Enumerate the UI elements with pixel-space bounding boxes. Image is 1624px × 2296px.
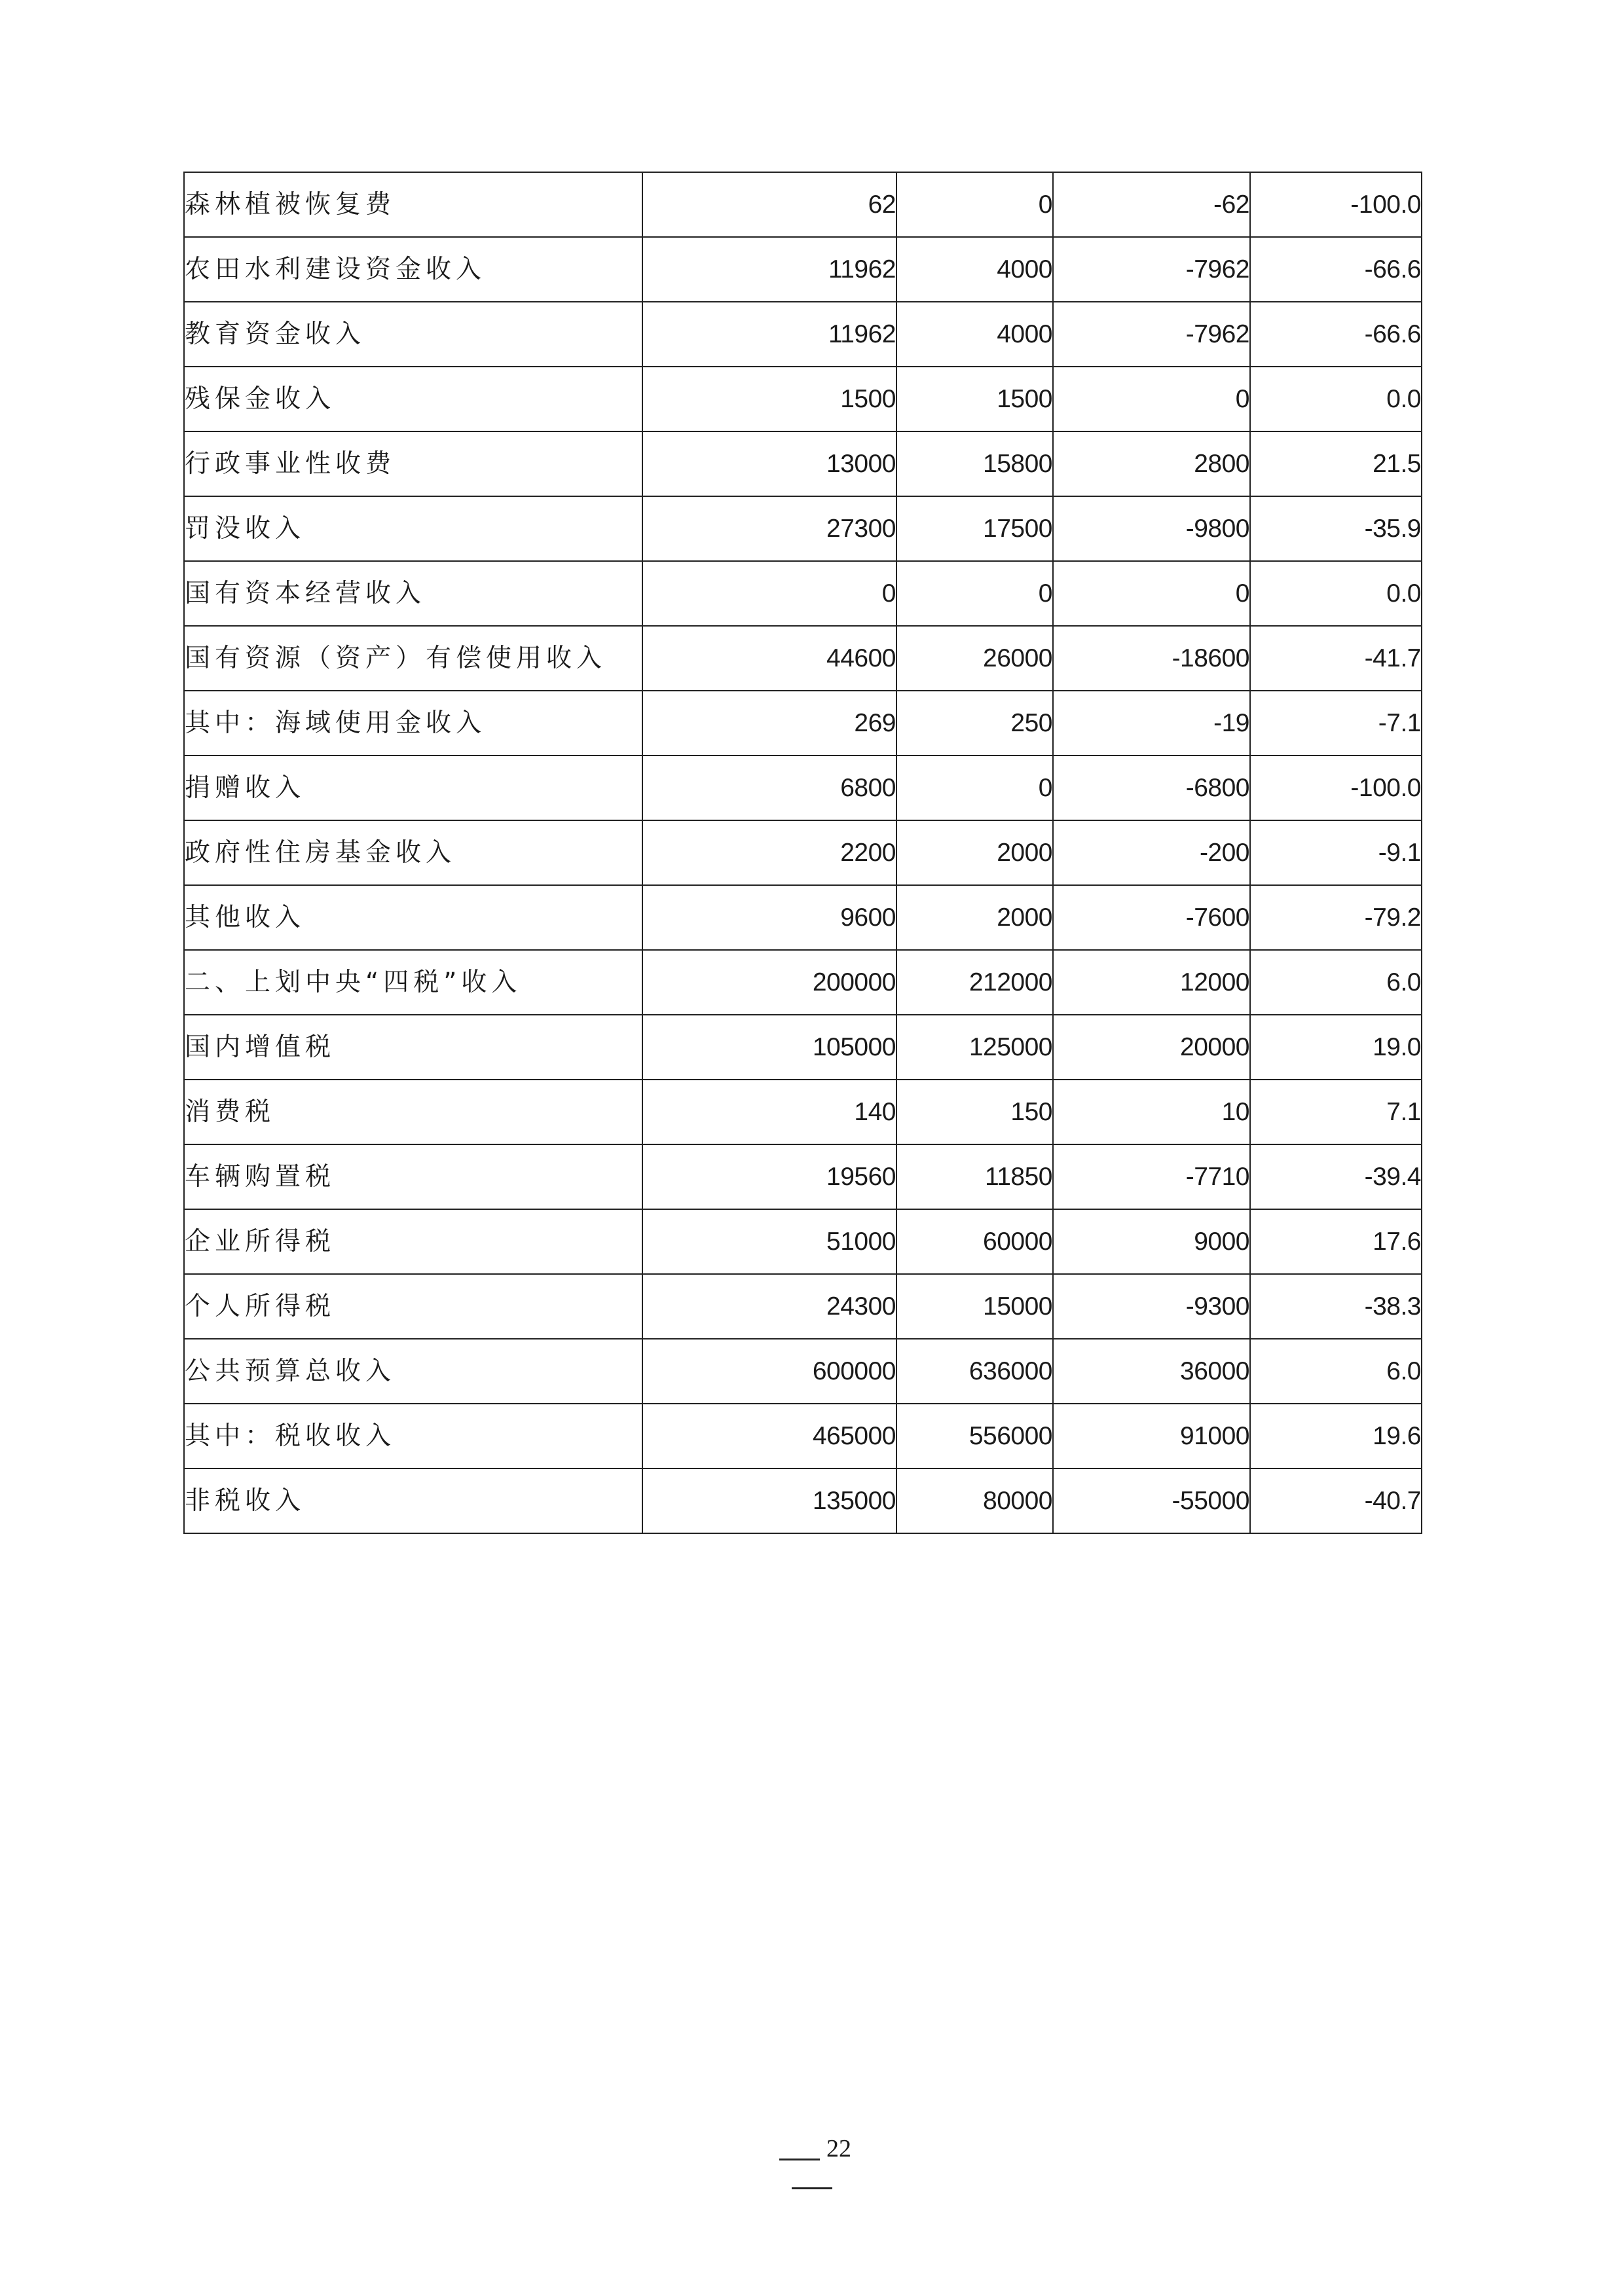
change-percent-cell: 6.0	[1250, 950, 1422, 1015]
change-percent-cell: 6.0	[1250, 1339, 1422, 1404]
change-amount-cell: -62	[1053, 172, 1250, 237]
change-amount-cell: 0	[1053, 367, 1250, 431]
current-value-cell: 2200	[642, 820, 896, 885]
change-percent-cell: -7.1	[1250, 691, 1422, 756]
table-body	[184, 172, 1422, 1533]
table-row	[184, 756, 1422, 820]
change-percent-cell: -9.1	[1250, 820, 1422, 885]
next-value-cell: 0	[896, 172, 1053, 237]
next-value-cell: 1500	[896, 367, 1053, 431]
next-value-cell: 4000	[896, 237, 1053, 302]
next-value-cell: 2000	[896, 885, 1053, 950]
next-value-cell: 15800	[896, 431, 1053, 496]
item-name-cell	[184, 237, 642, 302]
item-name-cell	[184, 561, 642, 626]
item-name: 教育资金收入	[185, 319, 366, 349]
table-row	[184, 820, 1422, 885]
item-name: 森林植被恢复费	[185, 190, 396, 219]
page-number-left-rule	[779, 2159, 820, 2160]
current-value-cell: 27300	[642, 496, 896, 561]
item-name: 其他收入	[185, 903, 306, 932]
next-value-cell: 4000	[896, 302, 1053, 367]
next-value-cell: 150	[896, 1080, 1053, 1144]
item-name: 残保金收入	[185, 384, 336, 414]
next-value-cell: 11850	[896, 1144, 1053, 1209]
item-name-cell	[184, 1404, 642, 1468]
item-name: 国有资源（资产）有偿使用收入	[185, 644, 607, 673]
current-value-cell: 24300	[642, 1274, 896, 1339]
change-amount-cell: -7962	[1053, 237, 1250, 302]
change-amount-cell: 36000	[1053, 1339, 1250, 1404]
current-value-cell: 465000	[642, 1404, 896, 1468]
table-row	[184, 1209, 1422, 1274]
current-value-cell: 13000	[642, 431, 896, 496]
item-name-cell	[184, 885, 642, 950]
table-row	[184, 950, 1422, 1015]
current-value-cell: 200000	[642, 950, 896, 1015]
change-amount-cell: -6800	[1053, 756, 1250, 820]
change-percent-cell: 21.5	[1250, 431, 1422, 496]
current-value-cell: 140	[642, 1080, 896, 1144]
change-percent-cell: 17.6	[1250, 1209, 1422, 1274]
page-number-right-rule	[792, 2187, 832, 2189]
change-percent-cell: 19.6	[1250, 1404, 1422, 1468]
table-row	[184, 431, 1422, 496]
table-row	[184, 367, 1422, 431]
change-amount-cell: -9300	[1053, 1274, 1250, 1339]
table-row	[184, 885, 1422, 950]
item-name-cell	[184, 1015, 642, 1080]
current-value-cell: 19560	[642, 1144, 896, 1209]
item-name-cell	[184, 1144, 642, 1209]
change-amount-cell: 91000	[1053, 1404, 1250, 1468]
next-value-cell: 250	[896, 691, 1053, 756]
item-name-cell	[184, 172, 642, 237]
table-row	[184, 1144, 1422, 1209]
current-value-cell: 11962	[642, 302, 896, 367]
next-value-cell: 556000	[896, 1404, 1053, 1468]
item-name: 企业所得税	[185, 1227, 336, 1256]
item-name: 非税收入	[185, 1486, 306, 1516]
current-value-cell: 6800	[642, 756, 896, 820]
item-name-cell	[184, 367, 642, 431]
item-name-cell	[184, 496, 642, 561]
current-value-cell: 600000	[642, 1339, 896, 1404]
change-percent-cell: -41.7	[1250, 626, 1422, 691]
change-amount-cell: 10	[1053, 1080, 1250, 1144]
change-amount-cell: -7710	[1053, 1144, 1250, 1209]
item-name-cell	[184, 431, 642, 496]
table-row	[184, 302, 1422, 367]
change-amount-cell: 0	[1053, 561, 1250, 626]
change-percent-cell: -100.0	[1250, 172, 1422, 237]
change-amount-cell: 2800	[1053, 431, 1250, 496]
current-value-cell: 135000	[642, 1468, 896, 1533]
table-row	[184, 1274, 1422, 1339]
table-row	[184, 172, 1422, 237]
item-name-cell	[184, 1468, 642, 1533]
item-name: 国有资本经营收入	[185, 579, 426, 608]
next-value-cell: 26000	[896, 626, 1053, 691]
change-percent-cell: 0.0	[1250, 561, 1422, 626]
current-value-cell: 11962	[642, 237, 896, 302]
page-number-text: 22	[826, 2135, 851, 2162]
next-value-cell: 80000	[896, 1468, 1053, 1533]
change-percent-cell: -66.6	[1250, 237, 1422, 302]
budget-revenue-table	[183, 172, 1422, 1534]
change-amount-cell: -19	[1053, 691, 1250, 756]
item-name: 捐赠收入	[185, 773, 306, 803]
current-value-cell: 62	[642, 172, 896, 237]
item-name: 政府性住房基金收入	[185, 838, 456, 867]
item-name: 公共预算总收入	[185, 1357, 396, 1386]
change-percent-cell: -79.2	[1250, 885, 1422, 950]
change-amount-cell: -18600	[1053, 626, 1250, 691]
change-percent-cell: -40.7	[1250, 1468, 1422, 1533]
next-value-cell: 125000	[896, 1015, 1053, 1080]
item-name: 其中：税收收入	[185, 1421, 396, 1451]
item-name-cell	[184, 691, 642, 756]
current-value-cell: 9600	[642, 885, 896, 950]
item-name-cell	[184, 1274, 642, 1339]
current-value-cell: 105000	[642, 1015, 896, 1080]
current-value-cell: 44600	[642, 626, 896, 691]
next-value-cell: 15000	[896, 1274, 1053, 1339]
next-value-cell: 636000	[896, 1339, 1053, 1404]
change-percent-cell: -100.0	[1250, 756, 1422, 820]
item-name: 个人所得税	[185, 1292, 336, 1321]
table-row	[184, 1404, 1422, 1468]
current-value-cell: 51000	[642, 1209, 896, 1274]
change-amount-cell: -9800	[1053, 496, 1250, 561]
current-value-cell: 269	[642, 691, 896, 756]
change-percent-cell: -38.3	[1250, 1274, 1422, 1339]
page-number	[747, 2134, 877, 2192]
item-name: 罚没收入	[185, 514, 306, 543]
item-name-cell	[184, 756, 642, 820]
item-name-cell	[184, 820, 642, 885]
change-percent-cell: 0.0	[1250, 367, 1422, 431]
change-percent-cell: 19.0	[1250, 1015, 1422, 1080]
item-name-cell	[184, 950, 642, 1015]
change-amount-cell: -7600	[1053, 885, 1250, 950]
table-row	[184, 237, 1422, 302]
table-row	[184, 1080, 1422, 1144]
table-row	[184, 561, 1422, 626]
change-amount-cell: 12000	[1053, 950, 1250, 1015]
change-amount-cell: 9000	[1053, 1209, 1250, 1274]
current-value-cell: 0	[642, 561, 896, 626]
item-name: 二、上划中央“四税”收入	[185, 968, 522, 997]
change-percent-cell: -35.9	[1250, 496, 1422, 561]
table-row	[184, 1468, 1422, 1533]
change-amount-cell: -55000	[1053, 1468, 1250, 1533]
next-value-cell: 212000	[896, 950, 1053, 1015]
table-row	[184, 626, 1422, 691]
next-value-cell: 2000	[896, 820, 1053, 885]
item-name-cell	[184, 1209, 642, 1274]
table-row	[184, 691, 1422, 756]
item-name: 国内增值税	[185, 1032, 336, 1062]
next-value-cell: 60000	[896, 1209, 1053, 1274]
change-amount-cell: 20000	[1053, 1015, 1250, 1080]
table-row	[184, 1015, 1422, 1080]
item-name: 消费税	[185, 1097, 276, 1127]
item-name-cell	[184, 302, 642, 367]
item-name: 车辆购置税	[185, 1162, 336, 1192]
change-amount-cell: -200	[1053, 820, 1250, 885]
change-percent-cell: -39.4	[1250, 1144, 1422, 1209]
next-value-cell: 17500	[896, 496, 1053, 561]
current-value-cell: 1500	[642, 367, 896, 431]
next-value-cell: 0	[896, 561, 1053, 626]
item-name: 行政事业性收费	[185, 449, 396, 479]
item-name-cell	[184, 1339, 642, 1404]
change-percent-cell: -66.6	[1250, 302, 1422, 367]
next-value-cell: 0	[896, 756, 1053, 820]
change-percent-cell: 7.1	[1250, 1080, 1422, 1144]
change-amount-cell: -7962	[1053, 302, 1250, 367]
table-row	[184, 1339, 1422, 1404]
item-name: 农田水利建设资金收入	[185, 255, 487, 284]
item-name-cell	[184, 1080, 642, 1144]
item-name-cell	[184, 626, 642, 691]
table-row	[184, 496, 1422, 561]
item-name: 其中：海域使用金收入	[185, 708, 487, 738]
